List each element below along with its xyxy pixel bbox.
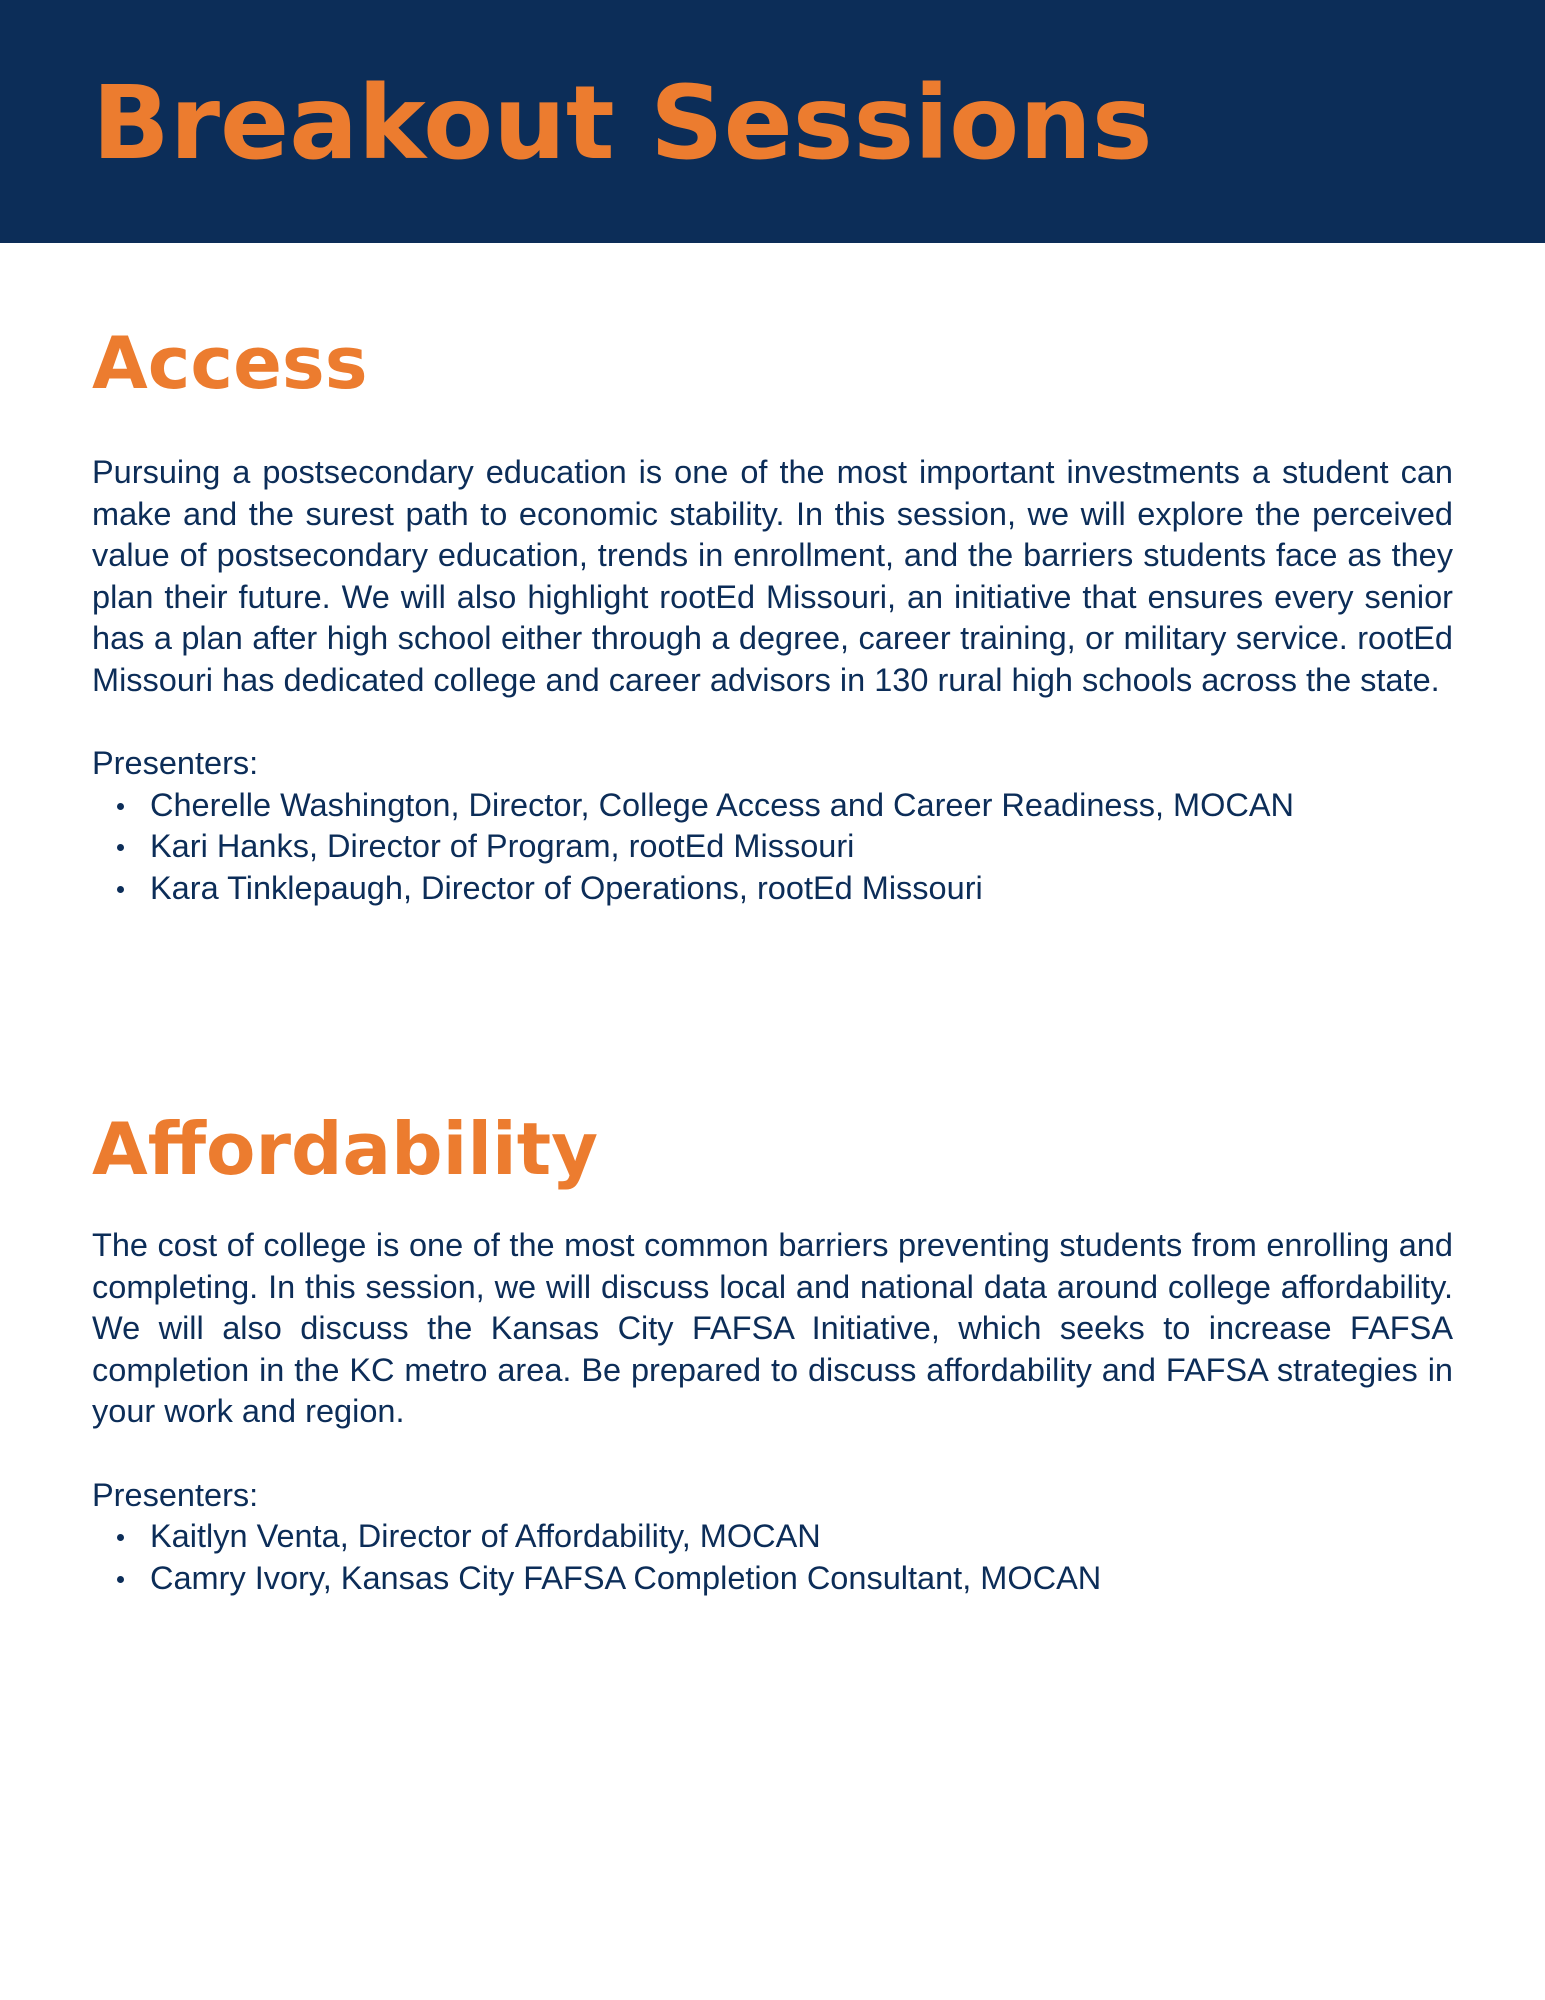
presenter-item xyxy=(92,826,1453,868)
presenter-name: Kaitlyn Venta, Director of Affordability, MOCAN xyxy=(150,1518,821,1554)
presenters-label: Presenters: xyxy=(92,1476,259,1513)
presenter-list xyxy=(92,785,1453,910)
presenter-name: Kari Hanks, Director of Program, rootEd Missouri xyxy=(150,828,855,864)
presenter-name: Kara Tinklepaugh, Director of Operations, rootEd Missouri xyxy=(150,869,983,906)
presenters-label: Presenters: xyxy=(92,745,259,781)
affordability-section xyxy=(92,1104,1453,1599)
bullet-icon xyxy=(117,803,124,810)
presenter-item xyxy=(92,1516,1453,1558)
page-title: Breakout Sessions xyxy=(92,64,1153,183)
bullet-icon xyxy=(117,1534,124,1541)
bullet-icon xyxy=(117,844,124,851)
presenter-list xyxy=(92,1516,1453,1599)
presenter-item xyxy=(92,785,1453,827)
presenter-item xyxy=(92,868,1453,910)
section-heading: Affordability xyxy=(92,1107,599,1191)
section-description: Pursuing a postsecondary education is one of the most important investments a student can make and the surest path to economic stability. In this session, we will explore the perceived value of postsecondary education, trends in enrollment, and the barriers students face as they plan their future. We will also highlight rootEd Missouri, an initiative that ensures every senior has a plan after high school either through a degree, career training, or military service. rootEd Missouri has dedicated college and career advisors in 130 rural high schools across the state. xyxy=(92,454,1453,698)
access-section xyxy=(92,318,1453,909)
presenter-name: Camry Ivory, Kansas City FAFSA Completion Consultant, MOCAN xyxy=(150,1559,1102,1596)
section-heading: Access xyxy=(92,321,368,405)
section-description: The cost of college is one of the most common barriers preventing students from enrolling and completing. In this session, we will discuss local and national data around college affordability. We will also discuss the Kansas City FAFSA Initiative, which seeks to increase FAFSA completion in the KC metro area. Be prepared to discuss affordability and FAFSA strategies in your work and region. xyxy=(92,1227,1453,1429)
presenter-name: Cherelle Washington, Director, College Access and Career Readiness, MOCAN xyxy=(150,786,1295,823)
bullet-icon xyxy=(117,886,124,893)
presenter-item xyxy=(92,1558,1453,1600)
bullet-icon xyxy=(117,1576,124,1583)
